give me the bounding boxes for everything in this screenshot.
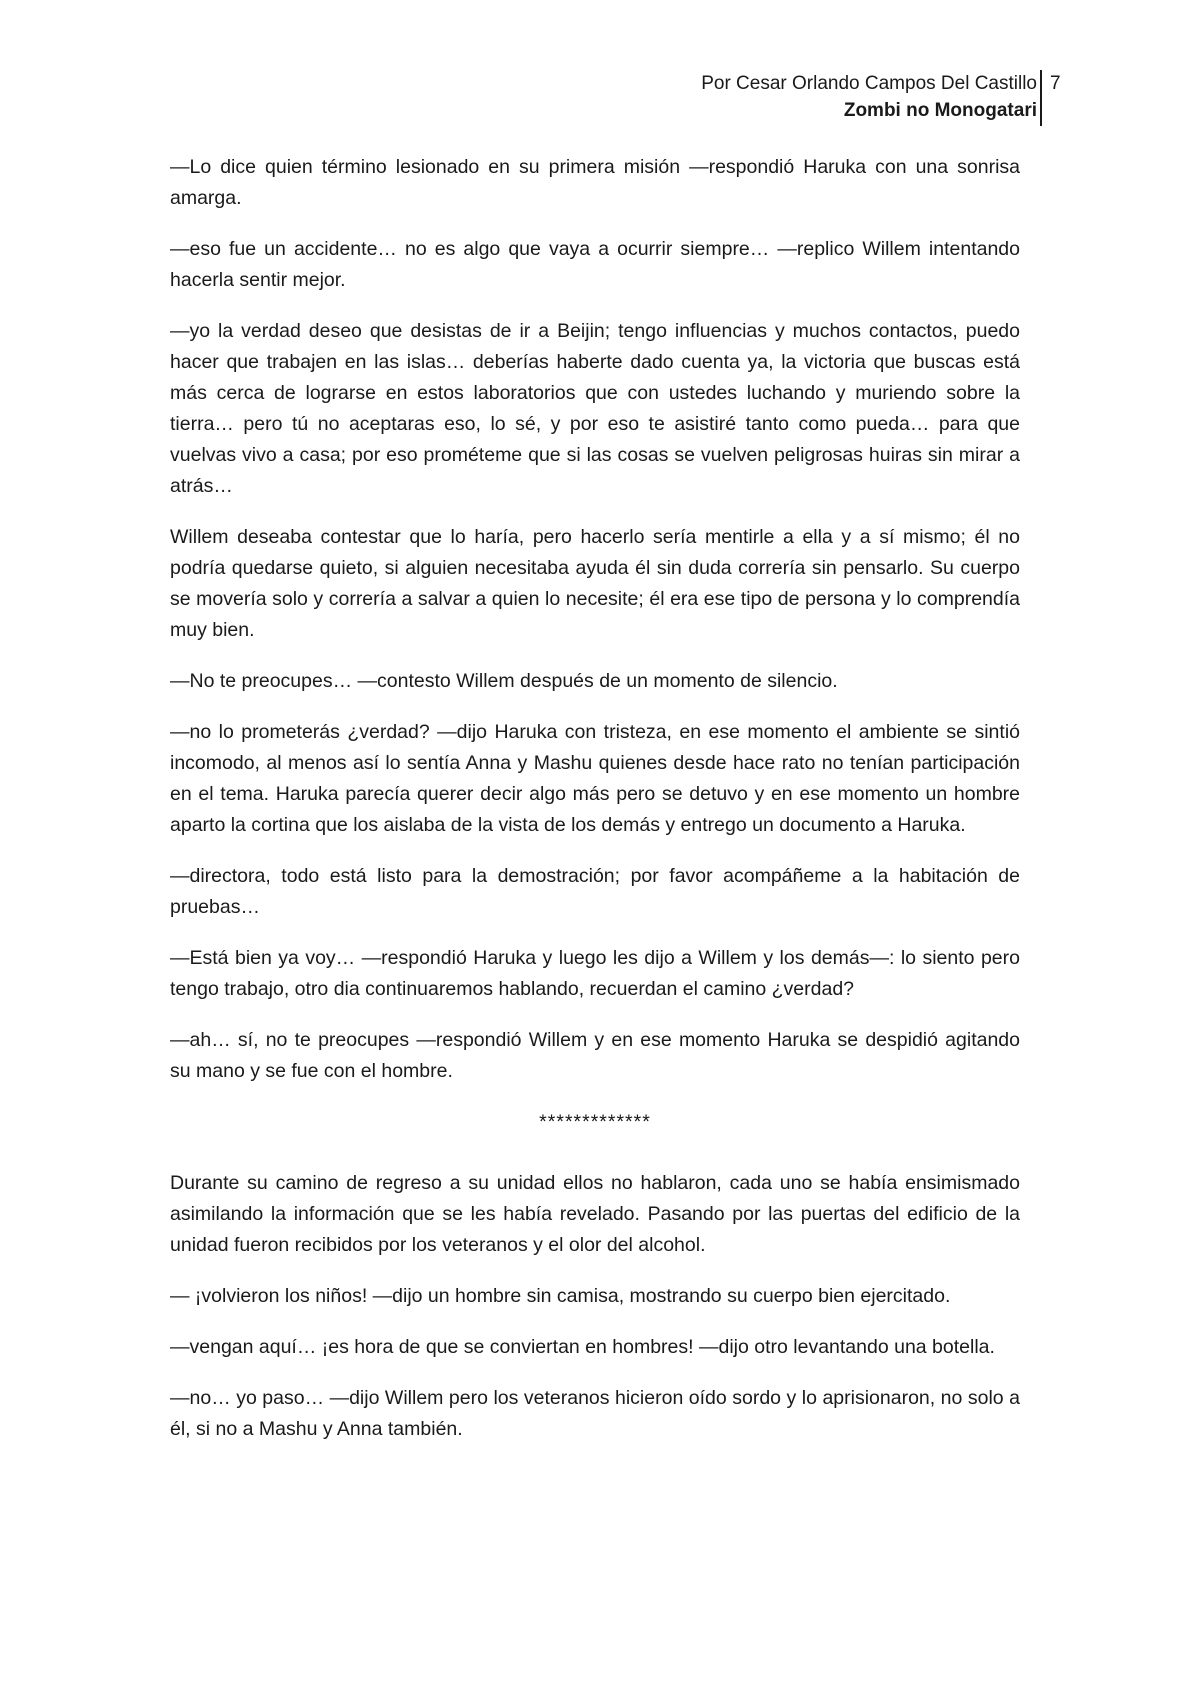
paragraph: Durante su camino de regreso a su unidad ellos no hablaron, cada uno se había ensimismado asimilando la información que se les había revelado. Pasando por las puertas del edificio de la unidad fueron recibidos por los veteranos y el olor del alcohol.	[170, 1172, 1020, 1256]
paragraph: — ¡volvieron los niños! —dijo un hombre sin camisa, mostrando su cuerpo bien ejercitado.	[170, 1285, 951, 1307]
page-header	[701, 70, 1037, 124]
paragraph: Willem deseaba contestar que lo haría, pero hacerlo sería mentirle a ella y a sí mismo; él no podría quedarse quieto, si alguien necesitaba ayuda él sin duda correría sin pensarlo. Su cuerpo se movería solo y correría a salvar a quien lo necesite; él era ese tipo de persona y lo comprendía muy bien.	[170, 526, 1020, 641]
paragraph: —no… yo paso… —dijo Willem pero los veteranos hicieron oído sordo y lo aprisionaron, no solo a él, si no a Mashu y Anna también.	[170, 1387, 1020, 1440]
paragraph: —Está bien ya voy… —respondió Haruka y luego les dijo a Willem y los demás—: lo siento pero tengo trabajo, otro dia continuaremos hablando, recuerdan el camino ¿verdad?	[170, 947, 1020, 1000]
paragraph: —yo la verdad deseo que desistas de ir a Beijin; tengo influencias y muchos contactos, puedo hacer que trabajen en las islas… deberías haberte dado cuenta ya, la victoria que buscas está más cerca de lograrse en estos laboratorios que con ustedes luchando y muriendo sobre la tierra… pero tú no aceptaras eso, lo sé, y por eso te asistiré tanto como pueda… para que vuelvas vivo a casa; por eso prométeme que si las cosas se vuelven peligrosas huiras sin mirar a atrás…	[170, 320, 1020, 497]
scene-break: *************	[539, 1111, 651, 1133]
paragraph: —directora, todo está listo para la demostración; por favor acompáñeme a la habitación de pruebas…	[170, 865, 1020, 918]
paragraph: —eso fue un accidente… no es algo que vaya a ocurrir siempre… —replico Willem intentando hacerla sentir mejor.	[170, 238, 1020, 291]
paragraph: —No te preocupes… —contesto Willem después de un momento de silencio.	[170, 670, 838, 692]
paragraph: —no lo prometerás ¿verdad? —dijo Haruka con tristeza, en ese momento el ambiente se sintió incomodo, al menos así lo sentía Anna y Mashu quienes desde hace rato no tenían participación en el tema. Haruka parecía querer decir algo más pero se detuvo y en ese momento un hombre aparto la cortina que los aislaba de la vista de los demás y entrego un documento a Haruka.	[170, 721, 1020, 836]
page-number: 7	[1050, 73, 1061, 94]
header-divider	[1040, 70, 1042, 126]
paragraph: —vengan aquí… ¡es hora de que se conviertan en hombres! —dijo otro levantando una botella.	[170, 1336, 995, 1358]
document-body	[170, 152, 1020, 1465]
header-author: Por Cesar Orlando Campos Del Castillo	[701, 73, 1037, 94]
header-book-title: Zombi no Monogatari	[843, 100, 1037, 121]
paragraph: —ah… sí, no te preocupes —respondió Willem y en ese momento Haruka se despidió agitando su mano y se fue con el hombre.	[170, 1029, 1020, 1082]
paragraph: —Lo dice quien término lesionado en su primera misión —respondió Haruka con una sonrisa amarga.	[170, 156, 1020, 209]
